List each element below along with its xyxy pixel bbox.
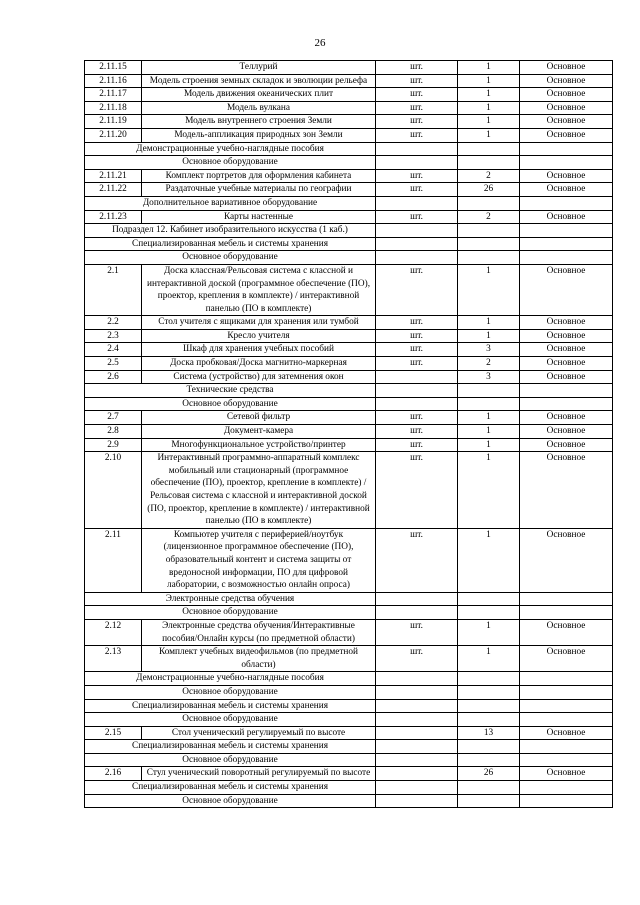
item-quantity: 1	[458, 115, 520, 129]
item-number: 2.7	[85, 411, 142, 425]
table-row	[85, 183, 613, 197]
item-type: Основное	[520, 619, 613, 645]
item-quantity: 2	[458, 357, 520, 371]
item-quantity: 1	[458, 88, 520, 102]
empty-cell	[458, 397, 520, 411]
empty-cell	[376, 781, 458, 795]
item-name: Доска пробковая/Доска магнитно-маркерная	[142, 357, 376, 371]
item-type: Основное	[520, 370, 613, 384]
item-unit: шт.	[376, 88, 458, 102]
table-row	[85, 528, 613, 592]
item-type: Основное	[520, 343, 613, 357]
item-type: Основное	[520, 452, 613, 529]
item-unit: шт.	[376, 425, 458, 439]
empty-cell	[458, 713, 520, 727]
section-row	[85, 740, 613, 754]
empty-cell	[458, 384, 520, 398]
empty-cell	[458, 740, 520, 754]
empty-cell	[376, 753, 458, 767]
item-type: Основное	[520, 115, 613, 129]
item-unit: шт.	[376, 61, 458, 75]
empty-cell	[520, 224, 613, 238]
item-name: Карты настенные	[142, 210, 376, 224]
section-heading: Основное оборудование	[85, 251, 376, 265]
page-number: 26	[314, 37, 326, 49]
section-row	[85, 713, 613, 727]
table-row	[85, 767, 613, 781]
empty-cell	[520, 251, 613, 265]
empty-cell	[376, 672, 458, 686]
section-row	[85, 672, 613, 686]
section-heading: Специализированная мебель и системы хранения	[85, 237, 376, 251]
section-heading: Специализированная мебель и системы хранения	[85, 740, 376, 754]
item-type: Основное	[520, 264, 613, 315]
empty-cell	[458, 685, 520, 699]
empty-cell	[520, 142, 613, 156]
table-row	[85, 425, 613, 439]
item-name: Модель внутреннего строения Земли	[142, 115, 376, 129]
item-quantity: 1	[458, 316, 520, 330]
section-row	[85, 251, 613, 265]
item-quantity: 1	[458, 74, 520, 88]
empty-cell	[376, 606, 458, 620]
section-row	[85, 753, 613, 767]
item-number: 2.6	[85, 370, 142, 384]
item-type: Основное	[520, 329, 613, 343]
empty-cell	[376, 740, 458, 754]
item-number: 2.11.18	[85, 101, 142, 115]
empty-cell	[458, 237, 520, 251]
empty-cell	[458, 156, 520, 170]
table-row	[85, 264, 613, 315]
item-unit: шт.	[376, 411, 458, 425]
empty-cell	[458, 196, 520, 210]
empty-cell	[520, 672, 613, 686]
item-unit	[376, 726, 458, 740]
empty-cell	[520, 753, 613, 767]
item-unit: шт.	[376, 357, 458, 371]
empty-cell	[458, 224, 520, 238]
table-row	[85, 88, 613, 102]
item-number: 2.3	[85, 329, 142, 343]
item-quantity: 1	[458, 425, 520, 439]
item-quantity: 2	[458, 210, 520, 224]
empty-cell	[458, 592, 520, 606]
section-heading: Основное оборудование	[85, 397, 376, 411]
section-heading: Основное оборудование	[85, 685, 376, 699]
item-unit: шт.	[376, 101, 458, 115]
section-row	[85, 606, 613, 620]
table-row	[85, 357, 613, 371]
item-type: Основное	[520, 88, 613, 102]
table-row	[85, 619, 613, 645]
empty-cell	[458, 251, 520, 265]
empty-cell	[376, 237, 458, 251]
section-heading: Дополнительное вариативное оборудование	[85, 196, 376, 210]
item-number: 2.2	[85, 316, 142, 330]
item-type: Основное	[520, 357, 613, 371]
item-name: Раздаточные учебные материалы по географии	[142, 183, 376, 197]
table-row	[85, 316, 613, 330]
table-row	[85, 61, 613, 75]
item-type: Основное	[520, 646, 613, 672]
item-name: Многофункциональное устройство/принтер	[142, 438, 376, 452]
empty-cell	[520, 237, 613, 251]
empty-cell	[376, 251, 458, 265]
equipment-table	[84, 60, 613, 808]
section-heading: Основное оборудование	[85, 156, 376, 170]
section-heading: Специализированная мебель и системы хранения	[85, 781, 376, 795]
section-heading: Основное оборудование	[85, 606, 376, 620]
item-name: Модель строения земных складок и эволюции рельефа	[142, 74, 376, 88]
item-name: Модель-аппликация природных зон Земли	[142, 128, 376, 142]
section-row	[85, 156, 613, 170]
item-unit: шт.	[376, 74, 458, 88]
empty-cell	[520, 794, 613, 808]
section-heading: Демонстрационные учебно-наглядные пособия	[85, 142, 376, 156]
empty-cell	[458, 781, 520, 795]
empty-cell	[520, 397, 613, 411]
item-unit: шт.	[376, 264, 458, 315]
table-row	[85, 726, 613, 740]
item-type: Основное	[520, 74, 613, 88]
item-unit: шт.	[376, 619, 458, 645]
subsection-row	[85, 224, 613, 238]
empty-cell	[520, 592, 613, 606]
empty-cell	[376, 384, 458, 398]
empty-cell	[520, 606, 613, 620]
item-name: Комплект портретов для оформления кабинета	[142, 169, 376, 183]
section-row	[85, 397, 613, 411]
empty-cell	[376, 196, 458, 210]
table-row	[85, 329, 613, 343]
item-number: 2.11.20	[85, 128, 142, 142]
item-name: Доска классная/Рельсовая система с классной и интерактивной доской (программное обеспечение (ПО), проектор, крепления в комплекте) / интерактивной панелью (ПО в комплекте)	[142, 264, 376, 315]
empty-cell	[458, 672, 520, 686]
item-name: Шкаф для хранения учебных пособий	[142, 343, 376, 357]
item-number: 2.8	[85, 425, 142, 439]
item-unit: шт.	[376, 329, 458, 343]
table-row	[85, 370, 613, 384]
item-quantity: 1	[458, 101, 520, 115]
item-quantity: 1	[458, 452, 520, 529]
item-quantity: 1	[458, 646, 520, 672]
empty-cell	[458, 753, 520, 767]
item-number: 2.11.15	[85, 61, 142, 75]
empty-cell	[520, 713, 613, 727]
item-unit: шт.	[376, 128, 458, 142]
item-quantity: 1	[458, 528, 520, 592]
table-row	[85, 169, 613, 183]
section-row	[85, 794, 613, 808]
table-row	[85, 74, 613, 88]
equipment-table-body	[85, 61, 613, 808]
section-heading: Технические средства	[85, 384, 376, 398]
section-heading: Основное оборудование	[85, 794, 376, 808]
section-row	[85, 142, 613, 156]
item-type: Основное	[520, 425, 613, 439]
empty-cell	[520, 781, 613, 795]
item-name: Модель движения океанических плит	[142, 88, 376, 102]
item-name: Модель вулкана	[142, 101, 376, 115]
item-type: Основное	[520, 411, 613, 425]
item-name: Сетевой фильтр	[142, 411, 376, 425]
item-unit: шт.	[376, 343, 458, 357]
section-row	[85, 699, 613, 713]
section-heading: Специализированная мебель и системы хранения	[85, 699, 376, 713]
item-unit: шт.	[376, 438, 458, 452]
empty-cell	[520, 740, 613, 754]
section-row	[85, 781, 613, 795]
item-name: Компьютер учителя с периферией/ноутбук (лицензионное программное обеспечение (ПО), образовательный контент и система защиты от вредоносной информации, ПО для цифровой лаборатории, с возможностью онлайн опроса)	[142, 528, 376, 592]
item-type: Основное	[520, 210, 613, 224]
table-row	[85, 101, 613, 115]
item-number: 2.15	[85, 726, 142, 740]
item-quantity: 1	[458, 264, 520, 315]
item-name: Система (устройство) для затемнения окон	[142, 370, 376, 384]
item-name: Комплект учебных видеофильмов (по предметной области)	[142, 646, 376, 672]
item-number: 2.11.23	[85, 210, 142, 224]
section-row	[85, 237, 613, 251]
item-number: 2.11	[85, 528, 142, 592]
item-unit	[376, 370, 458, 384]
item-name: Кресло учителя	[142, 329, 376, 343]
table-row	[85, 128, 613, 142]
item-quantity: 1	[458, 61, 520, 75]
item-type: Основное	[520, 438, 613, 452]
empty-cell	[376, 592, 458, 606]
section-row	[85, 196, 613, 210]
empty-cell	[520, 156, 613, 170]
item-unit: шт.	[376, 528, 458, 592]
table-row	[85, 115, 613, 129]
item-unit: шт.	[376, 452, 458, 529]
item-unit: шт.	[376, 169, 458, 183]
item-type: Основное	[520, 183, 613, 197]
item-unit: шт.	[376, 115, 458, 129]
item-name: Теллурий	[142, 61, 376, 75]
subsection-heading: Подраздел 12. Кабинет изобразительного искусства (1 каб.)	[85, 224, 376, 238]
item-quantity: 2	[458, 169, 520, 183]
table-row	[85, 438, 613, 452]
empty-cell	[520, 384, 613, 398]
item-quantity: 1	[458, 619, 520, 645]
item-type: Основное	[520, 726, 613, 740]
item-type: Основное	[520, 767, 613, 781]
empty-cell	[376, 713, 458, 727]
item-number: 2.13	[85, 646, 142, 672]
empty-cell	[520, 699, 613, 713]
item-type: Основное	[520, 169, 613, 183]
item-type: Основное	[520, 128, 613, 142]
item-name: Электронные средства обучения/Интерактивные пособия/Онлайн курсы (по предметной области)	[142, 619, 376, 645]
item-name: Стул ученический поворотный регулируемый по высоте	[142, 767, 376, 781]
item-quantity: 1	[458, 438, 520, 452]
section-heading: Демонстрационные учебно-наглядные пособия	[85, 672, 376, 686]
item-number: 2.11.21	[85, 169, 142, 183]
empty-cell	[458, 142, 520, 156]
section-heading: Основное оборудование	[85, 713, 376, 727]
item-quantity: 1	[458, 411, 520, 425]
item-quantity: 3	[458, 343, 520, 357]
item-type: Основное	[520, 61, 613, 75]
table-row	[85, 452, 613, 529]
item-number: 2.4	[85, 343, 142, 357]
empty-cell	[376, 156, 458, 170]
empty-cell	[376, 397, 458, 411]
table-row	[85, 343, 613, 357]
item-number: 2.11.17	[85, 88, 142, 102]
empty-cell	[458, 794, 520, 808]
empty-cell	[458, 699, 520, 713]
item-type: Основное	[520, 101, 613, 115]
item-number: 2.9	[85, 438, 142, 452]
item-name: Документ-камера	[142, 425, 376, 439]
item-number: 2.10	[85, 452, 142, 529]
item-quantity: 13	[458, 726, 520, 740]
empty-cell	[458, 606, 520, 620]
item-quantity: 1	[458, 128, 520, 142]
section-row	[85, 592, 613, 606]
empty-cell	[376, 794, 458, 808]
empty-cell	[520, 196, 613, 210]
item-number: 2.16	[85, 767, 142, 781]
item-name: Стол ученический регулируемый по высоте	[142, 726, 376, 740]
item-number: 2.11.19	[85, 115, 142, 129]
item-quantity: 26	[458, 183, 520, 197]
table-row	[85, 646, 613, 672]
empty-cell	[376, 142, 458, 156]
empty-cell	[376, 224, 458, 238]
item-number: 2.11.16	[85, 74, 142, 88]
item-unit: шт.	[376, 210, 458, 224]
item-quantity: 26	[458, 767, 520, 781]
section-heading: Электронные средства обучения	[85, 592, 376, 606]
table-row	[85, 411, 613, 425]
item-name: Стол учителя с ящиками для хранения или тумбой	[142, 316, 376, 330]
table-row	[85, 210, 613, 224]
item-type: Основное	[520, 528, 613, 592]
section-row	[85, 685, 613, 699]
item-unit: шт.	[376, 646, 458, 672]
item-unit: шт.	[376, 183, 458, 197]
item-name: Интерактивный программно-аппаратный комплекс мобильный или стационарный (программное обеспечение (ПО), проектор, крепление в комплекте) / Рельсовая система с классной и интерактивной доской (ПО, проектор, крепление в комплекте) / интерактивной панелью (ПО в комплекте)	[142, 452, 376, 529]
item-unit	[376, 767, 458, 781]
item-quantity: 3	[458, 370, 520, 384]
empty-cell	[376, 685, 458, 699]
empty-cell	[520, 685, 613, 699]
item-number: 2.12	[85, 619, 142, 645]
item-number: 2.5	[85, 357, 142, 371]
empty-cell	[376, 699, 458, 713]
section-heading: Основное оборудование	[85, 753, 376, 767]
item-quantity: 1	[458, 329, 520, 343]
item-unit: шт.	[376, 316, 458, 330]
item-number: 2.1	[85, 264, 142, 315]
section-row	[85, 384, 613, 398]
item-type: Основное	[520, 316, 613, 330]
item-number: 2.11.22	[85, 183, 142, 197]
